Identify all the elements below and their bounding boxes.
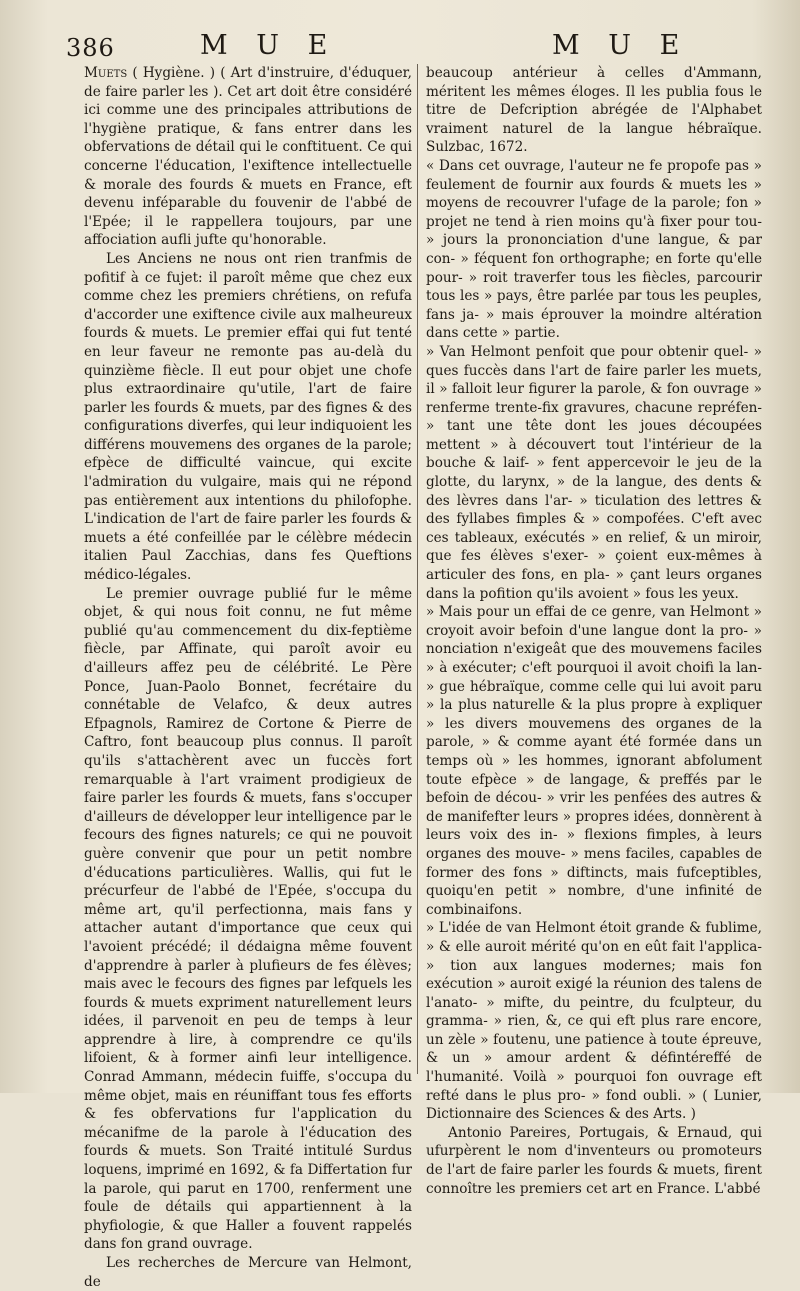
paragraph: Le premier ouvrage publié fur le même objet, & qui nous foit connu, ne fut même publié qu'au commencement du dix-feptième fiècle, par Affinate, qui paroît avoir eu d'ailleurs affez peu de célébrité. Le Père Ponce, Juan-Paolo Bonnet, fecrétaire du connétable de Velafco, & deux autres Efpagnols, Ramirez de Cortone & Pierre de Caftro, font beaucoup plus connus. Il paroît qu'ils s'attachèrent avec un fuccès fort remarquable à l'art vraiment prodigieux de faire parler les fourds & muets, fans s'occuper d'ailleurs de développer leur intelligence par le fecours des fignes naturels; ce qui ne pouvoit guère convenir que pour un petit nombre d'éducations particulières. Wallis, qui fut le précurfeur de l'abbé de l'Epée, s'occupa du même art, qu'il perfectionna, mais fans y attacher autant d'importance que ceux qui l'avoient précédé; il dédaigna même fouvent d'apprendre à parler à plufieurs de fes élèves; mais avec le fecours des fignes par lefquels les fourds & muets expriment naturellement leurs idées, il parvenoit en peu de temps à leur apprendre à lire, à comprendre ce qu'ils lifoient, & à former ainfi leur intelligence. Conrad Ammann, médecin fuiffe, s'occupa du même objet, mais en réuniffant tous fes efforts & fes obfervations fur l'application du mécanifme de la parole à l'éducation des fourds & muets. Son Traité intitulé Surdus loquens, imprimé en 1692, & fa Differtation fur la parole, qui parut en 1700, renferment une foule de détails qui appartiennent à la phyfiologie, & que Haller a fouvent rappelés dans fon grand ouvrage. [84, 585, 412, 1253]
quote-paragraph: » Van Helmont penfoit que pour obtenir quel- » ques fuccès dans l'art de faire parler les muets, il » falloit leur figurer la parole, & fon ouvrage » renferme trente-fix gravures, chacune repréfen- » tant une tête dont les joues découpées mettent » à découvert tout l'intérieur de la bouche & laif- » fent appercevoir le jeu de la glotte, du larynx, » de la langue, des dents & des lèvres dans l'ar- » ticulation des lettres & des fyllabes fimples & » compofées. C'eft avec ces tableaux, exécutés » en relief, & un miroir, que fes élèves s'exer- » çoient eux-mêmes à articuler des fons, en pla- » çant leurs organes dans la pofition qu'ils avoient » fous les yeux. [426, 343, 762, 602]
quote-paragraph: » Mais pour un effai de ce genre, van Helmont » croyoit avoir befoin d'une langue dont la pro- » nonciation n'exigeât que des mouvemens faciles » à exécuter; c'eft pourquoi il avoit choifi la lan- » gue hébraïque, comme celle qui lui avoit paru » la plus naturelle & la plus propre à expliquer » les divers mouvemens des organes de la parole, » & comme ayant été formée dans un temps où » les hommes, ignorant abfolument toute efpèce » de langage, & preffés par le befoin de décou- » vrir les penfées des autres & de manifefter leurs » propres idées, donnèrent à leurs voix des in- » flexions fimples, à leurs organes des mouve- » mens faciles, capables de former des fons » diftincts, mais fufceptibles, quoiqu'en petit » nombre, d'une infinité de combinaifons. [426, 604, 762, 918]
paragraph: Les recherches de Mercure van Helmont, de [84, 1255, 412, 1290]
paragraph [84, 64, 412, 250]
column-divider [417, 64, 418, 1074]
running-head-right: M U E [552, 30, 690, 61]
quote-paragraph: « Dans cet ouvrage, l'auteur ne fe propofe pas » feulement de fournir aux fourds & muets les » moyens de recouvrer l'ufage de la parole; fon » projet ne tend à rien moins qu'à fixer pour tou- » jours la prononciation d'une langue, & par con- » féquent fon orthographe; en forte qu'elle pour- » roit traverfer tous les fiècles, parcourir tous les » pays, être parlée par tous les peuples, fans ja- » mais éprouver la moindre altération dans cette » partie. [426, 157, 762, 342]
running-head-left: M U E [200, 30, 338, 61]
paragraph: Les Anciens ne nous ont rien tranfmis de pofitif à ce fujet: il paroît même que chez eux comme chez les premiers chrétiens, on refufa d'accorder une exiftence civile aux malheureux fourds & muets. Le premier effai qui fut tenté en leur faveur ne remonte pas au-delà du quinzième fiècle. Il eut pour objet une chofe plus extraordinaire qu'utile, l'art de faire parler les fourds & muets, par des fignes & des configurations diverfes, qui leur indiquoient les différens mouvemens des organes de la parole; efpèce de difficulté vaincue, qui excite l'admiration du vulgaire, mais qui ne répond pas entièrement aux intentions du philofophe. L'indication de l'art de faire parler les fourds & muets a été confeillée par le célèbre médecin italien Paul Zacchias, dans fes Queftions médico-légales. [84, 250, 412, 584]
page-number: 386 [66, 34, 115, 62]
paragraph-text: ( Hygiène. ) ( Art d'instruire, d'éduquer, de faire parler les ). Cet art doit être considéré ici comme une des principales attributions de l'hygiène pratique, & fans entrer dans les obfervations de détail qui le conftituent. Ce qui concerne l'éducation, l'exiftence intellectuelle & morale des fourds & muets en France, eft devenu inféparable du fouvenir de l'abbé de l'Epée; il le rappellera toujours, par une affociation aufli jufte qu'honorable. [84, 65, 412, 249]
paragraph: beaucoup antérieur à celles d'Ammann, méritent les mêmes éloges. Il les publia fous le titre de Defcription abrégée de l'Alphabet vraiment naturel de la langue hébraïque. Sulzbac, 1672. [426, 65, 762, 156]
left-column [84, 64, 412, 1291]
right-column [426, 64, 762, 1198]
paragraph: Antonio Pareires, Portugais, & Ernaud, qui ufurpèrent le nom d'inventeurs ou promoteurs de l'art de faire parler les fourds & muets, firent connoître les premiers cet art en France. L'abbé [426, 1124, 762, 1197]
entry-heading: Muets [84, 65, 128, 81]
quote-paragraph: » L'idée de van Helmont étoit grande & fublime, » & elle auroit mérité qu'on en eût fait l'applica- » tion aux langues modernes; mais fon exécution » auroit exigé la réunion des talens de l'anato- » mifte, du peintre, du fculpteur, du gramma- » rien, &, ce qui eft plus rare encore, un zèle » foutenu, une patience à toute épreuve, & un » amour ardent & défintéreffé de l'humanité. Voilà » pourquoi fon ouvrage eft refté dans le plus pro- » fond oubli. » ( Lunier, Dictionnaire des Sciences & des Arts. ) [426, 920, 762, 1123]
